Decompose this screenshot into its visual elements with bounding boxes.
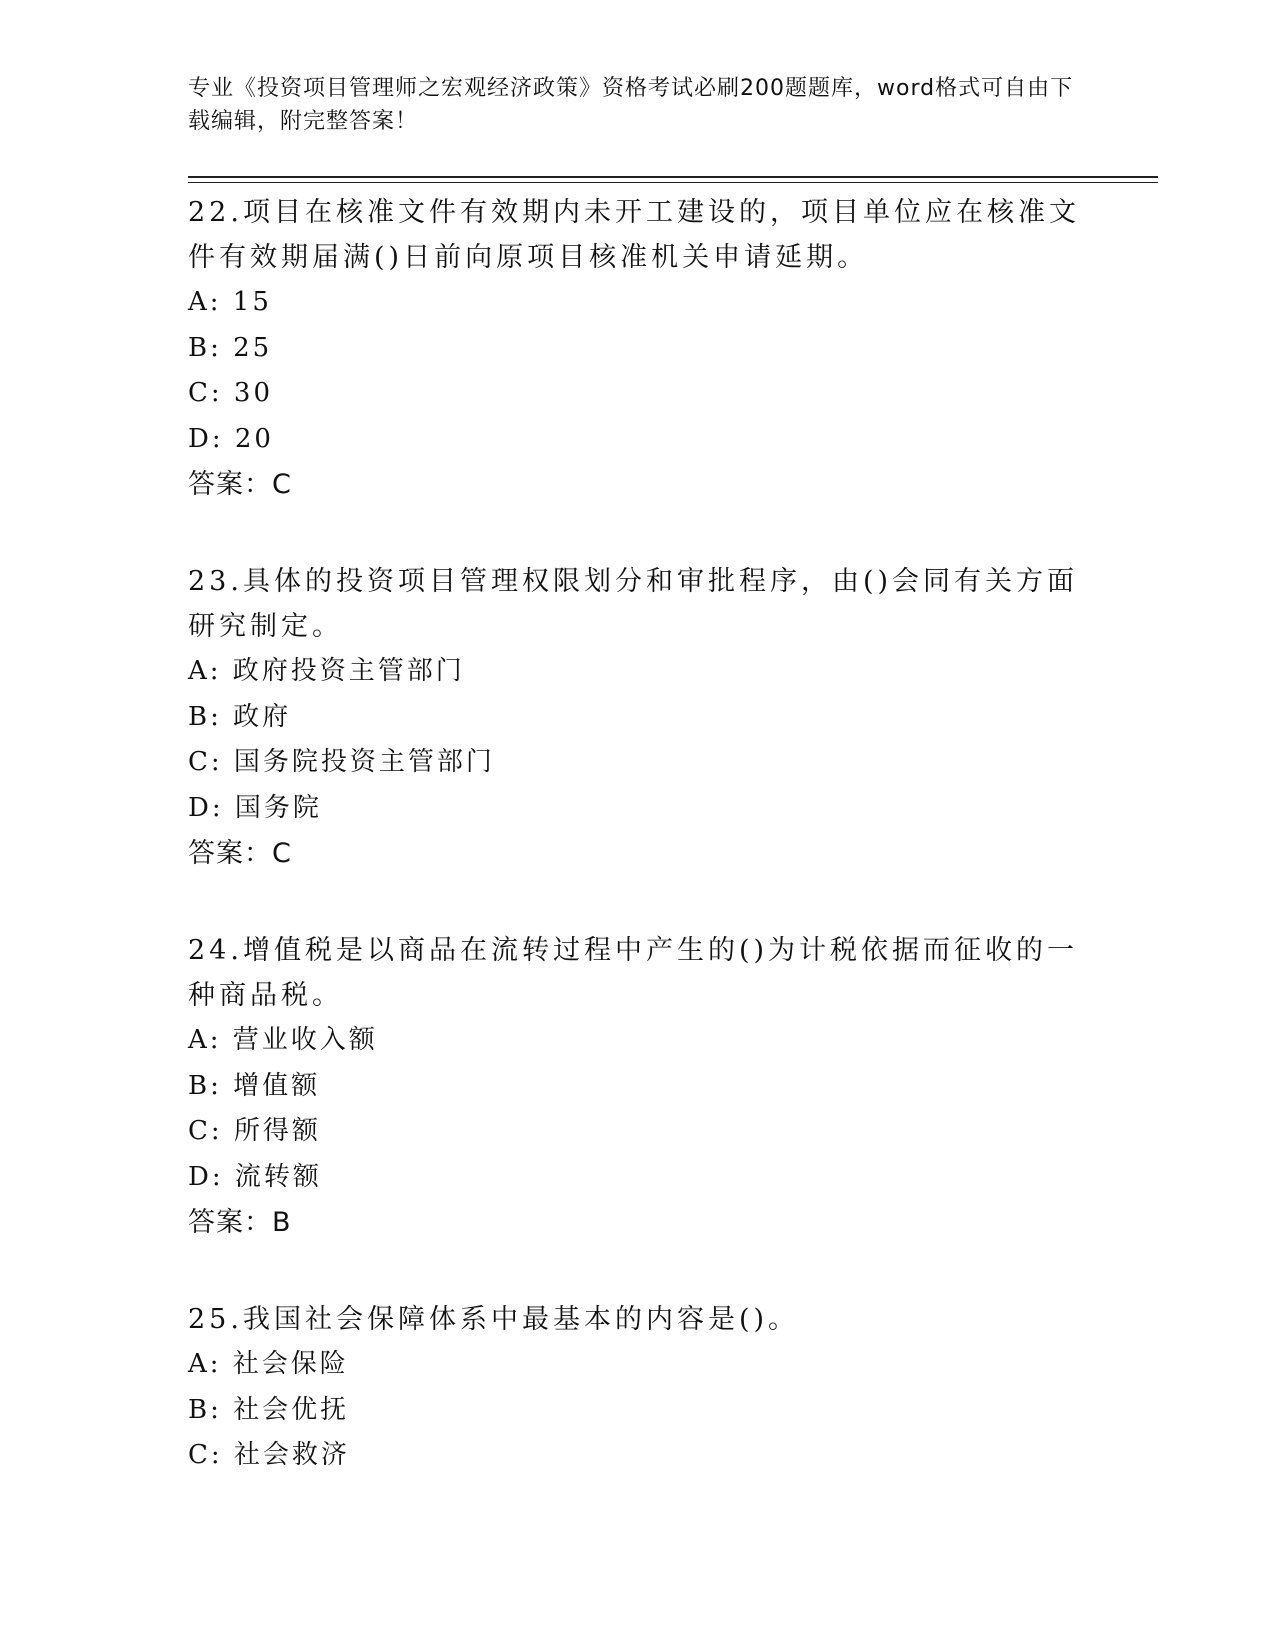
option-b: B: 25 — [188, 332, 273, 363]
option-a: A: 15 — [188, 287, 272, 317]
option-c: C: 30 — [188, 378, 274, 408]
option-d: D: 20 — [188, 423, 274, 454]
question-25 — [188, 1297, 1088, 1479]
option-b: B: 政府 — [188, 701, 292, 732]
option-b: B: 社会优抚 — [188, 1394, 350, 1425]
option-b: B: 增值额 — [188, 1070, 321, 1101]
option-d: D: 流转额 — [188, 1161, 322, 1192]
option-c: C: 国务院投资主管部门 — [188, 747, 495, 777]
question-24 — [188, 928, 1088, 1245]
answer-line: 答案：C — [188, 838, 292, 869]
option-d: D: 国务院 — [188, 792, 322, 823]
answer-line: 答案：B — [188, 1207, 292, 1238]
option-c: C: 所得额 — [188, 1116, 321, 1146]
header-divider-thick — [188, 176, 1158, 178]
question-22 — [188, 190, 1088, 507]
option-a: A: 政府投资主管部门 — [188, 656, 465, 686]
option-a: A: 社会保险 — [188, 1349, 349, 1379]
question-stem: 24.增值税是以商品在流转过程中产生的()为计税依据而征收的一种商品税。 — [188, 935, 1079, 1011]
answer-line: 答案：C — [188, 469, 292, 500]
option-c: C: 社会救济 — [188, 1440, 350, 1470]
question-list — [188, 190, 1088, 1531]
document-header: 专业《投资项目管理师之宏观经济政策》资格考试必刷200题题库，word格式可自由下载编辑，附完整答案！ — [188, 76, 1074, 134]
option-a: A: 营业收入额 — [188, 1025, 378, 1055]
question-stem: 25.我国社会保障体系中最基本的内容是()。 — [188, 1304, 800, 1335]
question-stem: 23.具体的投资项目管理权限划分和审批程序，由()会同有关方面研究制定。 — [188, 566, 1079, 642]
header-divider-thin — [188, 182, 1158, 183]
question-stem: 22.项目在核准文件有效期内未开工建设的，项目单位应在核准文件有效期届满()日前向原项目核准机关申请延期。 — [188, 197, 1080, 273]
question-23 — [188, 559, 1088, 876]
